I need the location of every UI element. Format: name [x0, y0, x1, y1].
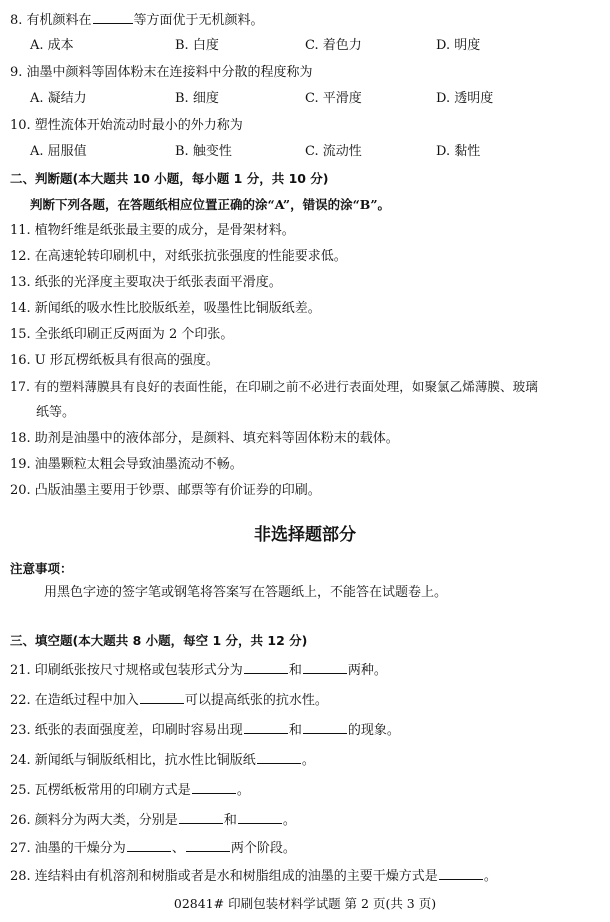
section-2-title: 二、判断题(本大题共 10 小题，每小题 1 分，共 10 分) [10, 171, 329, 186]
question-26 [10, 810, 296, 830]
option-a: A. 成本 [30, 38, 74, 53]
question-22-text: 22. 在造纸过程中加入 [10, 693, 139, 708]
question-15: 15. 全张纸印刷正反两面为 2 个印张。 [10, 327, 234, 342]
question-22-text: 可以提高纸张的抗水性。 [184, 693, 328, 708]
question-12: 12. 在高速轮转印刷机中，对纸张抗张强度的性能要求低。 [10, 249, 347, 264]
question-28-text: 。 [483, 869, 497, 884]
answer-blank [257, 750, 301, 764]
question-8-text-end: 等方面优于无机颜料。 [133, 13, 264, 28]
option-d: D. 明度 [436, 38, 481, 53]
notice-title: 注意事项： [10, 561, 73, 576]
question-25 [10, 780, 250, 800]
notice-text: 用黑色字迹的签字笔或钢笔将答案写在答题纸上，不能答在试题卷上。 [44, 585, 448, 600]
option-c: C. 着色力 [305, 38, 362, 53]
question-27 [10, 838, 296, 858]
question-11: 11. 植物纤维是纸张最主要的成分，是骨架材料。 [10, 223, 295, 238]
answer-blank [186, 838, 230, 852]
part-title: 非选择题部分 [254, 525, 356, 545]
question-17-continued: 纸等。 [36, 405, 76, 420]
question-25-text: 。 [236, 783, 250, 798]
question-26-text: 和 [223, 813, 237, 828]
option-a: A. 屈服值 [30, 144, 87, 159]
question-24-text: 24. 新闻纸与铜版纸相比，抗水性比铜版纸 [10, 753, 256, 768]
question-8-text: 8. 有机颜料在 [10, 13, 92, 28]
question-27-text: 两个阶段。 [230, 841, 296, 856]
question-22 [10, 690, 328, 710]
question-21-text: 两种。 [347, 663, 387, 678]
question-9: 9. 油墨中颜料等固体粉末在连接料中分散的程度称为 [10, 65, 313, 80]
page-footer: 02841# 印刷包装材料学试题 第 2 页(共 3 页) [173, 896, 437, 911]
option-d: D. 黏性 [436, 144, 481, 159]
question-24-text: 。 [301, 753, 315, 768]
question-28 [10, 866, 497, 886]
question-19: 19. 油墨颗粒太粗会导致油墨流动不畅。 [10, 457, 243, 472]
option-b: B. 白度 [175, 38, 219, 53]
answer-blank [303, 660, 347, 674]
option-b: B. 细度 [175, 91, 219, 106]
question-27-text: 、 [171, 841, 185, 856]
question-26-text: 26. 颜料分为两大类，分别是 [10, 813, 178, 828]
question-14: 14. 新闻纸的吸水性比胶版纸差，吸墨性比铜版纸差。 [10, 301, 321, 316]
option-c: C. 平滑度 [305, 91, 362, 106]
question-24 [10, 750, 315, 770]
answer-blank [439, 866, 483, 880]
answer-blank [127, 838, 171, 852]
question-27-text: 27. 油墨的干燥分为 [10, 841, 126, 856]
question-25-text: 25. 瓦楞纸板常用的印刷方式是 [10, 783, 191, 798]
question-13: 13. 纸张的光泽度主要取决于纸张表面平滑度。 [10, 275, 282, 290]
question-21 [10, 660, 387, 680]
answer-blank [244, 720, 288, 734]
answer-blank [303, 720, 347, 734]
question-17: 17. 有的塑料薄膜具有良好的表面性能，在印刷之前不必进行表面处理，如聚氯乙烯薄膜、玻璃 [10, 379, 538, 394]
option-a: A. 凝结力 [30, 91, 87, 106]
question-28-text: 28. 连结料由有机溶剂和树脂或者是水和树脂组成的油墨的主要干燥方式是 [10, 869, 438, 884]
question-20: 20. 凸版油墨主要用于钞票、邮票等有价证券的印刷。 [10, 483, 321, 498]
option-c: C. 流动性 [305, 144, 362, 159]
answer-blank [244, 660, 288, 674]
section-3-title: 三、填空题(本大题共 8 小题，每空 1 分，共 12 分) [10, 633, 308, 648]
question-8 [10, 10, 264, 30]
answer-blank [192, 780, 236, 794]
question-10: 10. 塑性流体开始流动时最小的外力称为 [10, 118, 243, 133]
question-16: 16. U 形瓦楞纸板具有很高的强度。 [10, 353, 219, 368]
question-21-text: 和 [288, 663, 302, 678]
question-23-text: 23. 纸张的表面强度差，印刷时容易出现 [10, 723, 243, 738]
question-23-text: 的现象。 [347, 723, 400, 738]
question-21-text: 21. 印刷纸张按尺寸规格或包装形式分为 [10, 663, 243, 678]
question-26-text: 。 [282, 813, 296, 828]
answer-blank [140, 690, 184, 704]
answer-blank [179, 810, 223, 824]
question-23-text: 和 [288, 723, 302, 738]
option-d: D. 透明度 [436, 91, 494, 106]
answer-blank [93, 10, 133, 24]
question-23 [10, 720, 400, 740]
section-2-instruction: 判断下列各题，在答题纸相应位置正确的涂“A”，错误的涂“B”。 [30, 197, 391, 212]
option-b: B. 触变性 [175, 144, 232, 159]
answer-blank [238, 810, 282, 824]
question-18: 18. 助剂是油墨中的液体部分，是颜料、填充料等固体粉末的载体。 [10, 431, 399, 446]
